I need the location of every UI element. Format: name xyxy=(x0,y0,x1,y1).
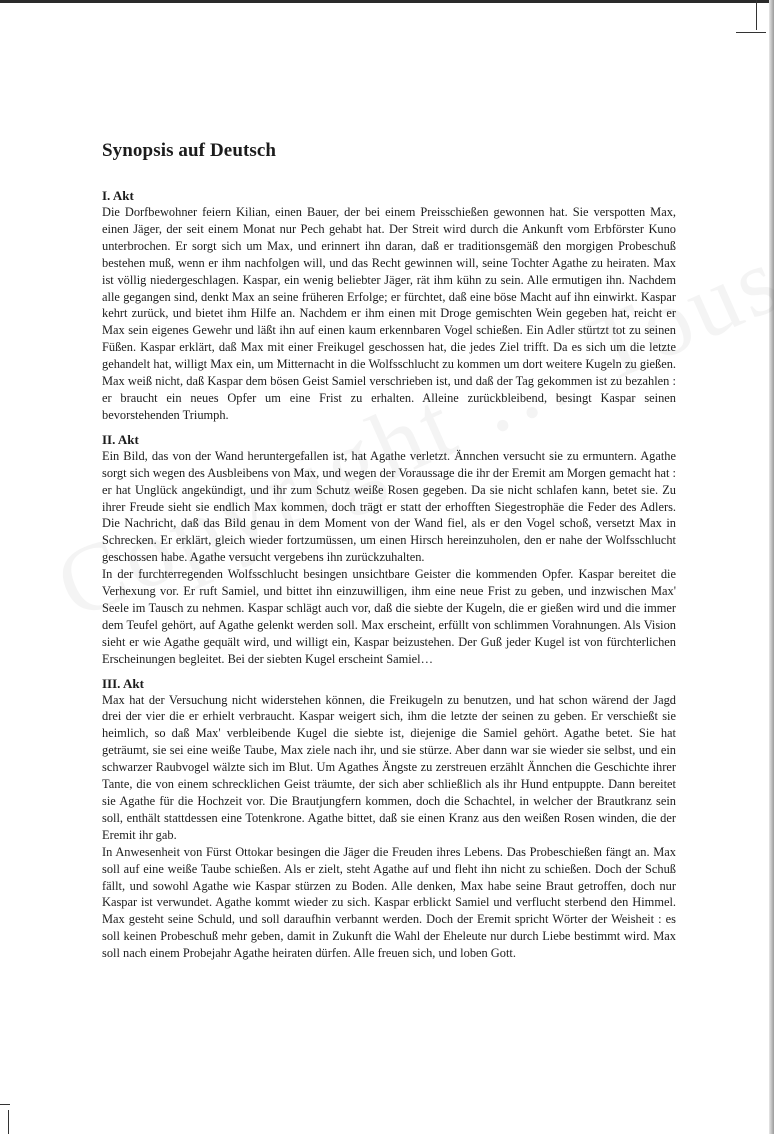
paragraph: Ein Bild, das von der Wand heruntergefallen ist, hat Agathe verletzt. Ännchen versucht sie zu ermuntern. Agathe sorgt sich wegen des Ausbleibens von Max, und wegen der Voraussage die ihr der Eremit am Morgen gemacht hat : er hat Unglück angekündigt, und ihr zum Schutz weiße Rosen gegeben. Da sie nicht schlafen kann, betet sie. Zu ihrer Freude sieht sie endlich Max kommen, doch trägt er statt der erhofften Siegestrophäe die Feder des Adlers. Die Nachricht, daß das Bild genau in dem Moment von der Wand fiel, als er den Vogel schoß, versetzt Max in Schrecken. Er erklärt, gleich wieder fortzumüssen, um einen Hirsch hereinzuholen, den er nahe der Wolfsschlucht geschossen habe. Agathe versucht vergebens ihn zurückzuhalten. xyxy=(102,448,676,565)
scan-edge xyxy=(0,0,774,3)
synopsis-content xyxy=(102,138,676,962)
scan-edge xyxy=(769,0,774,1134)
section-heading: I. Akt xyxy=(102,188,134,203)
section-act-2 xyxy=(102,432,676,668)
paragraph: Max hat der Versuchung nicht widerstehen können, die Freikugeln zu benutzen, und hat schon wärend der Jagd drei der vier die er erhielt verbraucht. Kaspar weigert sich, ihm die letzte der seinen zu geben. Er verschießt sie heimlich, so daß Max' verbleibende Kugel die siebte ist, diejenige die Samiel gehört. Agathe betet. Sie hat geträumt, sie sei eine weiße Taube, Max ziele nach ihr, und sie stürze. Aber dann war sie wieder sie selbst, und ein schwarzer Raubvogel wälzte sich im Blut. Um Agathes Ängste zu zerstreuen erzählt Ännchen die Geschichte ihrer Tante, die von einem schrecklichen Geist träumte, der sich aber schließlich als ihr Hund entpuppte. Dann bereitet sie Agathe für die Hochzeit vor. Die Brautjungfern kommen, doch die Schachtel, in welcher der Brautkranz sein soll, enthält stattdessen eine Totenkrone. Agathe bittet, daß sie einen Kranz aus den weißen Rosen winden, die der Eremit ihr gab. xyxy=(102,692,676,842)
section-act-1 xyxy=(102,188,676,424)
crop-mark xyxy=(756,0,757,30)
section-heading: II. Akt xyxy=(102,431,139,447)
paragraph: In der furchterregenden Wolfsschlucht besingen unsichtbare Geister die kommenden Opfer. Kaspar bereitet die Verhexung vor. Er ruft Samiel, und bittet ihn einzuwilligen, ihm eine neue Frist zu geben, und inzwischen Max' Seele im Tausch zu nehmen. Kaspar schlägt auch vor, daß die siebte der Kugeln, die er gießen wird und die immer dem Teufel gehört, auf Agathe gelenkt werden soll. Max erscheint, erfüllt von schlimmen Vorahnungen. Als Vision sieht er wie Agathe gequält wird, und willigt ein, Kaspar beizustehen. Der Guß jeder Kugel ist von fürchterlichen Erscheinungen begleitet. Bei der siebten Kugel erscheint Samiel… xyxy=(102,567,676,666)
crop-mark xyxy=(0,1104,10,1105)
crop-mark xyxy=(8,1110,9,1134)
crop-mark xyxy=(736,32,766,33)
page-title: Synopsis auf Deutsch xyxy=(102,140,277,161)
paragraph: In Anwesenheit von Fürst Ottokar besingen die Jäger die Freuden ihres Lebens. Das Probeschießen fängt an. Max soll auf eine weiße Taube schießen. Als er zielt, steht Agathe auf und fleht ihn nicht zu schießen. Doch der Schuß fällt, und sowohl Agathe wie Kaspar stürzen zu Boden. Alle denken, Max habe seine Braut getroffen, doch nur Kaspar ist verwundet. Agathe kommt wieder zu sich. Kaspar erblickt Samiel und verflucht sterbend den Himmel. Max gesteht seine Schuld, und soll daraufhin verbannt werden. Doch der Eremit spricht Wörter der Weisheit : es soll keinen Probeschuß mehr geben, damit in Zukunft die Wahl der Eheleute nur durch Liebe bestimmt wird. Max soll nach einem Probejahr Agathe heiraten dürfen. Alle freuen sich, und loben Gott. xyxy=(102,844,676,961)
section-heading: III. Akt xyxy=(102,675,144,691)
paragraph: Die Dorfbewohner feiern Kilian, einen Bauer, der bei einem Preisschießen gewonnen hat. Sie verspotten Max, einen Jäger, der seit einem Monat nur Pech gehabt hat. Der Streit wird durch die Ankunft vom Erbförster Kuno unterbrochen. Er sorgt sich um Max, und erinnert ihn daran, daß er traditionsgemäß den morgigen Probeschuß bestehen muß, wenn er ihm nachfolgen will, und das Recht gewinnen will, seine Tochter Agathe zu heiraten. Max ist völlig niedergeschlagen. Kaspar, ein wenig beliebter Jäger, rät ihm kühn zu sein. Alle ermutigen ihn. Nachdem alle gegangen sind, denkt Max an seine früheren Erfolge; er fürchtet, daß eine böse Macht auf ihn einwirkt. Kaspar kehrt zurück, und bietet ihm Hilfe an. Nachdem er ihm einen mit Droge gemischten Wein gegeben hat, reicht er Max sein eigenes Gewehr und läßt ihn auf einen kaum erkennbaren Vogel schießen. Ein Adler stürtzt tot zu seinen Füßen. Kaspar erklärt, daß Max mit einer Freikugel geschossen hat, die jedes Ziel trifft. Da es sich um die letzte gehandelt hat, willigt Max ein, um Mitternacht in die Wolfsschlucht zu kommen um dort weitere Kugeln zu gießen. Max weiß nicht, daß Kaspar dem bösen Geist Samiel verschrieben ist, und daß der Tag gekommen ist zu bezahlen : er braucht ein neues Opfer um eine Frist zu erhalten. Alleine zurückbleibend, besingt Kaspar seinen bevorstehenden Triumph. xyxy=(102,205,676,422)
section-act-3 xyxy=(102,676,676,963)
